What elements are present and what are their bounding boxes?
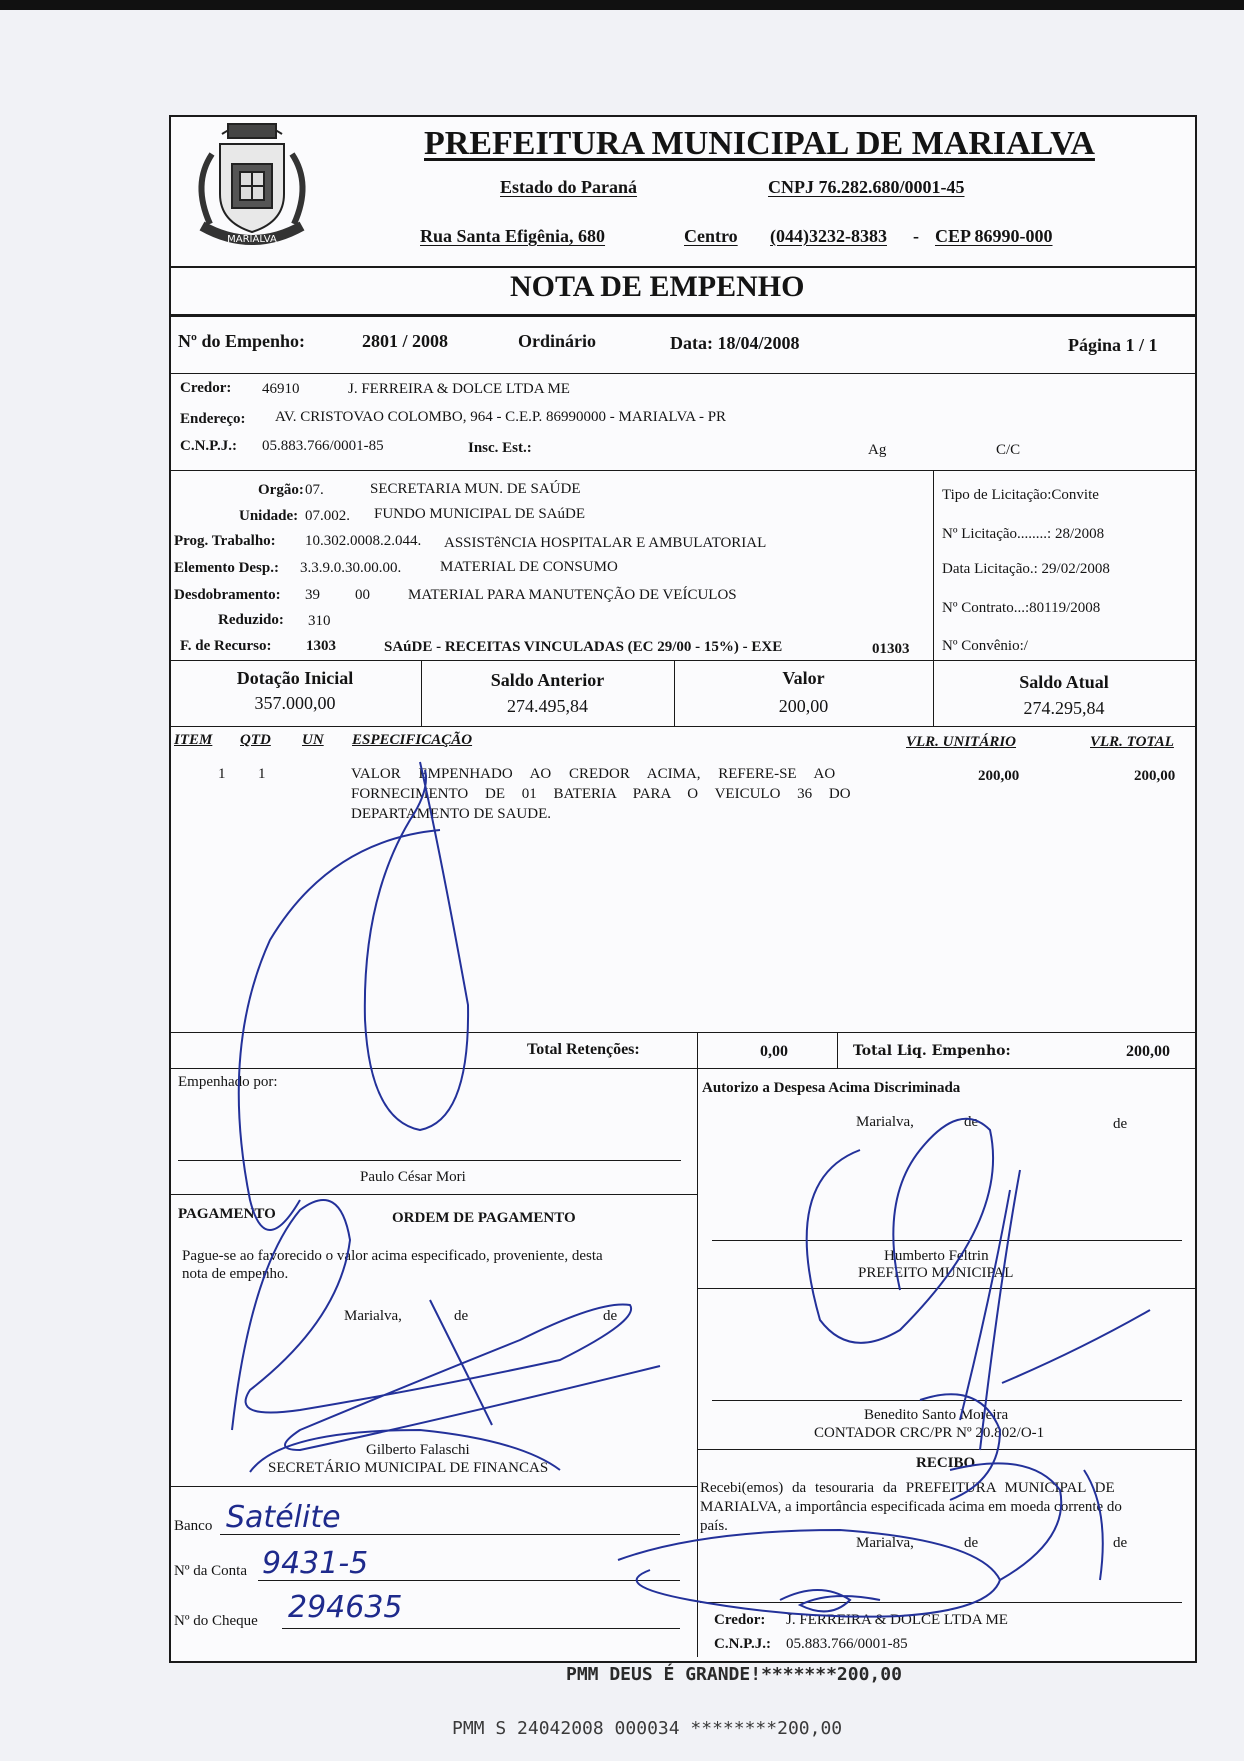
orgao-label: Orgão:: [258, 482, 304, 498]
header-cnpj: CNPJ 76.282.680/0001-45: [768, 177, 965, 197]
empenho-page: Página 1 / 1: [1068, 335, 1158, 355]
prefeito-title: PREFEITO MUNICIPAL: [858, 1265, 1014, 1281]
stamp-line1: PMM DEUS É GRANDE!*******200,00: [566, 1664, 902, 1685]
row-item: 1: [218, 766, 226, 782]
autorizo-de1: de: [964, 1114, 979, 1130]
recibo-credor-label: Credor:: [714, 1612, 766, 1628]
municipal-crest-icon: [182, 114, 322, 260]
convenio: Nº Convênio:/: [942, 638, 1028, 654]
pagamento-de2: de: [603, 1308, 618, 1324]
row-qtd: 1: [258, 766, 266, 782]
row-line1: VALOR EMPENHADO AO CREDOR ACIMA, REFERE-SE AO: [351, 766, 836, 782]
credor-address: AV. CRISTOVAO COLOMBO, 964 - C.E.P. 86990000 - MARIALVA - PR: [275, 409, 727, 425]
orgao: SECRETARIA MUN. DE SAÚDE: [370, 481, 581, 497]
recibo-cnpj: 05.883.766/0001-85: [786, 1636, 908, 1652]
contador-name: Benedito Santo Moreira: [864, 1407, 1009, 1423]
row-line3: DEPARTAMENTO DE SAUDE.: [351, 806, 551, 822]
insc-label: Insc. Est.:: [468, 440, 532, 456]
autorizo-de2: de: [1113, 1116, 1128, 1132]
elem: MATERIAL DE CONSUMO: [440, 559, 618, 575]
recibo-de2: de: [1113, 1535, 1128, 1551]
pagamento-text1: Pague-se ao favorecido o valor acima especificado, proveniente, desta: [182, 1248, 603, 1264]
recibo-de1: de: [964, 1535, 979, 1551]
reduz: 310: [308, 613, 331, 629]
contrato: Nº Contrato...:80119/2008: [942, 600, 1101, 616]
empenho-number: 2801 / 2008: [362, 331, 449, 351]
valor-label: Valor: [782, 668, 825, 688]
dotacao-value: 357.000,00: [254, 693, 336, 713]
conta-value: 9431-5: [262, 1546, 369, 1581]
recibo-city: Marialva,: [856, 1535, 914, 1551]
row-line2: FORNECIMENTO DE 01 BATERIA PARA O VEICULO 36 DO: [351, 786, 851, 802]
header-separator: -: [913, 226, 919, 246]
liq-value: 200,00: [1126, 1043, 1170, 1060]
prog: ASSISTêNCIA HOSPITALAR E AMBULATORIAL: [444, 535, 767, 551]
header-state: Estado do Paraná: [500, 177, 638, 197]
banco-label: Banco: [174, 1518, 213, 1534]
credor-cnpj: 05.883.766/0001-85: [262, 438, 384, 454]
header-phone: (044)3232-8383: [770, 226, 887, 246]
sec-name: Gilberto Falaschi: [366, 1442, 470, 1458]
valor-value: 200,00: [778, 696, 829, 716]
conta-label: Nº da Conta: [174, 1563, 247, 1579]
recibo-text1: Recebi(emos) da tesouraria da PREFEITURA MUNICIPAL DE: [700, 1480, 1115, 1496]
ordem-label: ORDEM DE PAGAMENTO: [392, 1210, 576, 1226]
pagamento-de1: de: [454, 1308, 469, 1324]
prog-label: Prog. Trabalho:: [174, 533, 276, 549]
unidade-code: 07.002.: [305, 508, 350, 524]
banco-value: Satélite: [226, 1500, 341, 1535]
licitacao-data: Data Licitação.: 29/02/2008: [942, 561, 1110, 577]
header-cep: CEP 86990-000: [935, 226, 1053, 246]
elem-label: Elemento Desp.:: [174, 560, 279, 576]
retencoes-value: 0,00: [760, 1043, 788, 1060]
svg-text:MARIALVA: MARIALVA: [227, 234, 277, 245]
empenhado-label: Empenhado por:: [178, 1074, 278, 1090]
col-total: VLR. TOTAL: [1090, 734, 1174, 750]
pagamento-text2: nota de empenho.: [182, 1266, 289, 1282]
orgao-code: 07.: [305, 482, 324, 498]
recibo-cnpj-label: C.N.P.J.:: [714, 1636, 771, 1652]
recibo-text3: país.: [700, 1518, 728, 1534]
saldo-anterior-label: Saldo Anterior: [490, 670, 605, 690]
cc-label: C/C: [996, 442, 1021, 458]
col-unit: VLR. UNITÁRIO: [906, 734, 1017, 750]
pagamento-label: PAGAMENTO: [178, 1206, 276, 1222]
prog-code: 10.302.0008.2.044.: [305, 533, 422, 549]
reduz-label: Reduzido:: [218, 612, 284, 628]
unidade-label: Unidade:: [239, 508, 299, 524]
fonte-label: F. de Recurso:: [180, 638, 272, 654]
address-label: Endereço:: [180, 411, 246, 427]
dotacao-label: Dotação Inicial: [236, 668, 354, 688]
col-espec: ESPECIFICAÇÃO: [352, 732, 473, 748]
row-total: 200,00: [1134, 768, 1176, 784]
fonte-code: 1303: [306, 638, 336, 654]
desd: MATERIAL PARA MANUTENÇÃO DE VEÍCULOS: [408, 587, 737, 603]
cnpj-label: C.N.P.J.:: [180, 438, 237, 454]
unidade: FUNDO MUNICIPAL DE SAúDE: [374, 506, 585, 522]
saldo-atual-label: Saldo Atual: [1019, 672, 1109, 692]
autorizo-label: Autorizo a Despesa Acima Discriminada: [702, 1080, 961, 1096]
scan-top-edge: [0, 0, 1244, 10]
sec-title: SECRETÁRIO MUNICIPAL DE FINANCAS: [268, 1460, 549, 1476]
stamp-line2: PMM S 24042008 000034 ********200,00: [452, 1718, 843, 1739]
prefeito-name: Humberto Feltrin: [884, 1248, 989, 1264]
col-item: ITEM: [174, 732, 213, 748]
doc-title: NOTA DE EMPENHO: [510, 270, 805, 303]
fonte-code2: 01303: [872, 641, 910, 657]
cheque-value: 294635: [288, 1590, 403, 1625]
recibo-text2: MARIALVA, a importância especificada acima em moeda corrente do: [700, 1499, 1122, 1515]
licitacao-numero: Nº Licitação........: 28/2008: [942, 526, 1105, 542]
recibo-label: RECIBO: [916, 1455, 976, 1471]
desd-label: Desdobramento:: [174, 587, 281, 603]
header-district: Centro: [684, 226, 738, 246]
col-un: UN: [302, 732, 324, 748]
saldo-atual-value: 274.295,84: [1023, 698, 1105, 718]
retencoes-label: Total Retenções:: [527, 1041, 640, 1058]
col-qtd: QTD: [240, 732, 271, 748]
elem-code: 3.3.9.0.30.00.00.: [300, 560, 402, 576]
credor-name: J. FERREIRA & DOLCE LTDA ME: [348, 381, 570, 397]
credor-label: Credor:: [180, 380, 232, 396]
fonte: SAúDE - RECEITAS VINCULADAS (EC 29/00 - 15%) - EXE: [384, 639, 783, 655]
cheque-label: Nº do Cheque: [174, 1613, 258, 1629]
empenho-number-label: Nº do Empenho:: [178, 331, 305, 351]
liq-label: Total Liq. Empenho:: [853, 1043, 1011, 1059]
pagamento-city: Marialva,: [344, 1308, 402, 1324]
header-street: Rua Santa Efigênia, 680: [420, 226, 606, 246]
contador-title: CONTADOR CRC/PR Nº 20.802/O-1: [814, 1425, 1045, 1441]
ag-label: Ag: [868, 442, 887, 458]
credor-code: 46910: [262, 381, 300, 397]
licitacao-tipo: Tipo de Licitação:Convite: [942, 487, 1099, 503]
saldo-anterior-value: 274.495,84: [507, 696, 588, 716]
recibo-credor: J. FERREIRA & DOLCE LTDA ME: [786, 1612, 1008, 1628]
header-title: PREFEITURA MUNICIPAL DE MARIALVA: [424, 125, 1095, 162]
empenho-type: Ordinário: [518, 331, 597, 351]
autorizo-city: Marialva,: [856, 1114, 914, 1130]
desd-code2: 00: [355, 587, 370, 603]
empenhado-name: Paulo César Mori: [360, 1169, 466, 1185]
row-unit: 200,00: [978, 768, 1020, 784]
empenho-date: Data: 18/04/2008: [670, 333, 800, 353]
desd-code1: 39: [305, 587, 320, 603]
